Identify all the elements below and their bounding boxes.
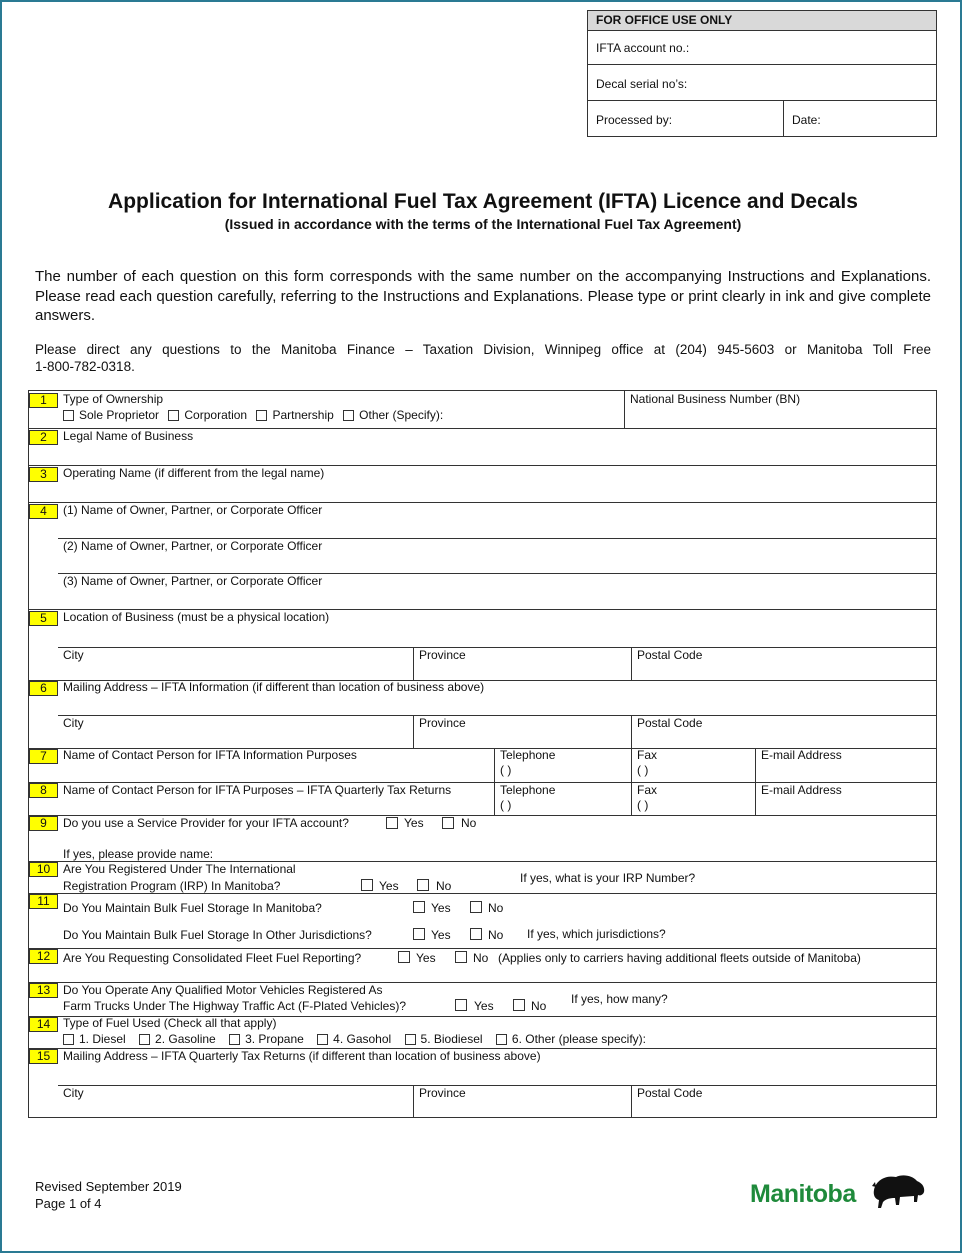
returns-province-label: Province bbox=[419, 1086, 466, 1100]
returns-city-label: City bbox=[63, 1086, 84, 1100]
service-provider-yes-checkbox[interactable] bbox=[386, 817, 398, 829]
question-number-13: 13 bbox=[29, 983, 58, 998]
fuel-gasoline-label: 2. Gasoline bbox=[155, 1032, 216, 1046]
question-number-9: 9 bbox=[29, 816, 58, 831]
bulk-fuel-manitoba-label: Do You Maintain Bulk Fuel Storage In Manitoba? bbox=[63, 901, 322, 915]
question-number-6: 6 bbox=[29, 681, 58, 696]
manitoba-logo-text: Manitoba bbox=[750, 1180, 856, 1208]
farm-trucks-yes-label: Yes bbox=[474, 999, 494, 1013]
question-number-2: 2 bbox=[29, 430, 58, 445]
intro-paragraph: The number of each question on this form corresponds with the same number on the accompanying Instructions and Explanations. Please read each question carefully, referring to the Instructions and Explanations. Please type or print clearly in ink and give complete answers. bbox=[35, 268, 931, 324]
question-number-14: 14 bbox=[29, 1017, 58, 1032]
bulk-fuel-other-label: Do You Maintain Bulk Fuel Storage In Other Jurisdictions? bbox=[63, 928, 372, 942]
business-postal-label: Postal Code bbox=[637, 648, 703, 662]
farm-trucks-line1: Do You Operate Any Qualified Motor Vehicles Registered As bbox=[63, 983, 383, 997]
revised-date: Revised September 2019 bbox=[35, 1179, 182, 1194]
fuel-propane-label: 3. Propane bbox=[245, 1032, 304, 1046]
divider bbox=[631, 748, 632, 782]
mailing-postal-label: Postal Code bbox=[637, 716, 703, 730]
contact-returns-fax-label: Fax bbox=[637, 783, 658, 797]
divider bbox=[413, 647, 414, 680]
fuel-diesel-label: 1. Diesel bbox=[79, 1032, 126, 1046]
page-number: Page 1 of 4 bbox=[35, 1196, 102, 1211]
fuel-diesel-checkbox[interactable] bbox=[63, 1034, 74, 1045]
irp-no-label: No bbox=[436, 879, 452, 893]
contact-returns-email-label: E-mail Address bbox=[761, 783, 842, 797]
bulk-fuel-manitoba-no-label: No bbox=[488, 901, 504, 915]
divider bbox=[755, 748, 756, 782]
farm-trucks-count-label: If yes, how many? bbox=[571, 992, 668, 1006]
business-province-label: Province bbox=[419, 648, 466, 662]
ownership-type-label: Type of Ownership bbox=[63, 392, 164, 406]
consolidated-fleet-yes-label: Yes bbox=[416, 951, 436, 965]
page-subtitle: (Issued in accordance with the terms of the International Fuel Tax Agreement) bbox=[224, 216, 742, 232]
fuel-other-label: 6. Other (please specify): bbox=[511, 1032, 646, 1046]
bulk-fuel-other-no-label: No bbox=[488, 928, 504, 942]
office-processed-row bbox=[588, 101, 936, 137]
owner-1-label: (1) Name of Owner, Partner, or Corporate Officer bbox=[63, 503, 323, 517]
ifta-account-field[interactable] bbox=[588, 30, 936, 65]
contact-paragraph-line1: Please direct any questions to the Manitoba Finance – Taxation Division, Winnipeg office at (204) 945-5603 or Manitoba Toll Free bbox=[35, 342, 931, 357]
ownership-options bbox=[63, 408, 443, 422]
divider bbox=[58, 715, 936, 716]
irp-yes-label: Yes bbox=[379, 879, 399, 893]
divider bbox=[624, 391, 625, 428]
divider bbox=[755, 782, 756, 815]
service-provider-label: Do you use a Service Provider for your IFTA account? bbox=[63, 816, 349, 830]
returns-postal-label: Postal Code bbox=[637, 1086, 703, 1100]
contact-info-fax-area[interactable]: ( ) bbox=[637, 763, 649, 777]
partnership-checkbox[interactable] bbox=[256, 410, 267, 421]
decal-serial-label: Decal serial no’s: bbox=[596, 77, 688, 91]
bulk-fuel-manitoba-yes-checkbox[interactable] bbox=[413, 901, 425, 913]
divider bbox=[494, 748, 495, 782]
question-number-15: 15 bbox=[29, 1049, 58, 1064]
decal-serial-field[interactable] bbox=[588, 65, 936, 101]
sole-proprietor-checkbox[interactable] bbox=[63, 410, 74, 421]
sole-proprietor-label: Sole Proprietor bbox=[79, 408, 160, 422]
service-provider-no-checkbox[interactable] bbox=[442, 817, 454, 829]
contact-info-label: Name of Contact Person for IFTA Information Purposes bbox=[63, 748, 357, 762]
consolidated-fleet-no-checkbox[interactable] bbox=[455, 951, 467, 963]
bulk-fuel-manitoba-yes-label: Yes bbox=[431, 901, 451, 915]
question-number-8: 8 bbox=[29, 783, 58, 798]
business-number-label: National Business Number (BN) bbox=[630, 392, 801, 406]
bulk-fuel-other-yes-checkbox[interactable] bbox=[413, 928, 425, 940]
office-date-field[interactable] bbox=[784, 101, 936, 137]
irp-question-line2: Registration Program (IRP) In Manitoba? bbox=[63, 879, 281, 893]
operating-name-label: Operating Name (if different from the legal name) bbox=[63, 466, 325, 480]
fuel-biodiesel-checkbox[interactable] bbox=[405, 1034, 416, 1045]
question-number-7: 7 bbox=[29, 749, 58, 764]
divider bbox=[631, 715, 632, 748]
bulk-fuel-other-no-checkbox[interactable] bbox=[470, 928, 482, 940]
divider bbox=[631, 782, 632, 815]
mailing-province-label: Province bbox=[419, 716, 466, 730]
divider bbox=[631, 1085, 632, 1118]
question-number-5: 5 bbox=[29, 611, 58, 626]
consolidated-fleet-note: (Applies only to carriers having additional fleets outside of Manitoba) bbox=[498, 951, 861, 965]
corporation-checkbox[interactable] bbox=[168, 410, 179, 421]
service-provider-no-label: No bbox=[461, 816, 477, 830]
fuel-propane-checkbox[interactable] bbox=[229, 1034, 240, 1045]
manitoba-logo bbox=[750, 1170, 930, 1212]
divider bbox=[29, 948, 936, 949]
mailing-address-label: Mailing Address – IFTA Information (if different than location of business above) bbox=[63, 680, 485, 694]
consolidated-fleet-label: Are You Requesting Consolidated Fleet Fuel Reporting? bbox=[63, 951, 362, 965]
fuel-other-checkbox[interactable] bbox=[496, 1034, 507, 1045]
question-number-11: 11 bbox=[29, 894, 58, 909]
contact-info-fax-label: Fax bbox=[637, 748, 658, 762]
legal-name-label: Legal Name of Business bbox=[63, 429, 194, 443]
owner-2-label: (2) Name of Owner, Partner, or Corporate Officer bbox=[63, 539, 323, 553]
question-number-3: 3 bbox=[29, 467, 58, 482]
irp-question-line1: Are You Registered Under The International bbox=[63, 862, 296, 876]
fuel-gasoline-checkbox[interactable] bbox=[139, 1034, 150, 1045]
question-number-12: 12 bbox=[29, 949, 58, 964]
corporation-label: Corporation bbox=[184, 408, 248, 422]
returns-mailing-label: Mailing Address – IFTA Quarterly Tax Returns (if different than location of business above) bbox=[63, 1049, 541, 1063]
page-title: Application for International Fuel Tax Agreement (IFTA) Licence and Decals bbox=[108, 190, 858, 213]
ifta-account-label: IFTA account no.: bbox=[596, 41, 690, 55]
farm-trucks-no-label: No bbox=[531, 999, 547, 1013]
question-number-10: 10 bbox=[29, 862, 58, 877]
contact-info-telephone-area[interactable]: ( ) bbox=[500, 763, 512, 777]
office-use-box bbox=[587, 10, 937, 137]
fuel-gasohol-label: 4. Gasohol bbox=[333, 1032, 392, 1046]
contact-paragraph-line2: 1-800-782-0318. bbox=[35, 359, 135, 374]
contact-info-email-label: E-mail Address bbox=[761, 748, 842, 762]
irp-no-checkbox[interactable] bbox=[417, 879, 429, 891]
partnership-label: Partnership bbox=[272, 408, 334, 422]
bulk-fuel-manitoba-no-checkbox[interactable] bbox=[470, 901, 482, 913]
farm-trucks-yes-checkbox[interactable] bbox=[455, 999, 467, 1011]
consolidated-fleet-yes-checkbox[interactable] bbox=[398, 951, 410, 963]
contact-returns-fax-area[interactable]: ( ) bbox=[637, 798, 649, 812]
business-city-label: City bbox=[63, 648, 84, 662]
office-use-header: FOR OFFICE USE ONLY bbox=[588, 11, 936, 31]
divider bbox=[494, 782, 495, 815]
mailing-city-label: City bbox=[63, 716, 84, 730]
office-date-label: Date: bbox=[792, 113, 821, 127]
service-provider-name-label: If yes, please provide name: bbox=[63, 847, 214, 861]
service-provider-yes-label: Yes bbox=[404, 816, 424, 830]
fuel-biodiesel-label: 5. Biodiesel bbox=[420, 1032, 483, 1046]
irp-number-label: If yes, what is your IRP Number? bbox=[520, 871, 696, 885]
fuel-gasohol-checkbox[interactable] bbox=[317, 1034, 328, 1045]
owner-3-label: (3) Name of Owner, Partner, or Corporate Officer bbox=[63, 574, 323, 588]
divider bbox=[58, 1085, 936, 1086]
contact-returns-telephone-area[interactable]: ( ) bbox=[500, 798, 512, 812]
business-location-label: Location of Business (must be a physical location) bbox=[63, 610, 330, 624]
question-number-1: 1 bbox=[29, 393, 58, 408]
processed-by-label: Processed by: bbox=[596, 113, 673, 127]
bulk-fuel-other-yes-label: Yes bbox=[431, 928, 451, 942]
divider bbox=[58, 647, 936, 648]
other-ownership-checkbox[interactable] bbox=[343, 410, 354, 421]
divider bbox=[29, 893, 936, 894]
consolidated-fleet-no-label: No bbox=[473, 951, 489, 965]
bulk-fuel-jurisdictions-label: If yes, which jurisdictions? bbox=[527, 927, 666, 941]
contact-returns-label: Name of Contact Person for IFTA Purposes – IFTA Quarterly Tax Returns bbox=[63, 783, 452, 797]
bison-icon bbox=[870, 1172, 928, 1210]
fuel-type-options bbox=[63, 1032, 646, 1046]
fuel-type-label: Type of Fuel Used (Check all that apply) bbox=[63, 1016, 277, 1030]
processed-by-field[interactable] bbox=[588, 101, 784, 137]
irp-yes-checkbox[interactable] bbox=[361, 879, 373, 891]
divider bbox=[413, 1085, 414, 1118]
farm-trucks-no-checkbox[interactable] bbox=[513, 999, 525, 1011]
contact-returns-telephone-label: Telephone bbox=[500, 783, 556, 797]
contact-info-telephone-label: Telephone bbox=[500, 748, 556, 762]
other-ownership-label: Other (Specify): bbox=[359, 408, 444, 422]
application-form bbox=[28, 390, 937, 1118]
question-number-4: 4 bbox=[29, 504, 58, 519]
divider bbox=[413, 715, 414, 748]
farm-trucks-line2: Farm Trucks Under The Highway Traffic Act (F-Plated Vehicles)? bbox=[63, 999, 407, 1013]
divider bbox=[631, 647, 632, 680]
